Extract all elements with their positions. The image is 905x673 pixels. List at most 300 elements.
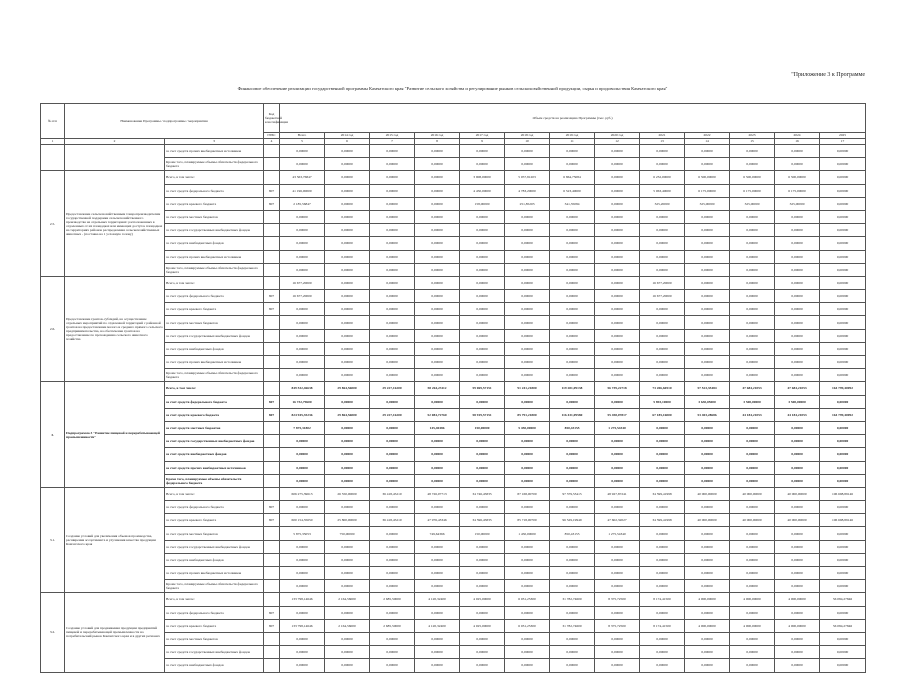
amount-cell: 6 175,00000 <box>685 184 730 197</box>
amount-cell: 0,00000 <box>325 421 370 434</box>
amount-cell: 0,00000 <box>685 342 730 355</box>
funding-source: Кроме того, планируемые объемы обязательств федерального бюджета <box>165 474 264 487</box>
amount-cell: 0,00000 <box>505 329 550 342</box>
table-row <box>41 303 866 316</box>
table-row <box>41 553 866 566</box>
header-year: 2023 <box>730 133 775 139</box>
table-row <box>41 514 866 527</box>
amount-cell: 25 800,00000 <box>325 514 370 527</box>
amount-cell: 3 630,05000 <box>685 395 730 408</box>
amount-cell: 0,00000 <box>820 303 866 316</box>
amount-cell: 0,00000 <box>550 461 595 474</box>
measure-name: Подпрограмма 3 "Развитие пищевой и перерабатывающей промышленности" <box>65 382 165 488</box>
amount-cell: 116 431,09580 <box>550 408 595 421</box>
amount-cell: 0,00000 <box>775 369 820 382</box>
amount-cell: 87 168,00700 <box>505 487 550 500</box>
amount-cell: 0,00000 <box>685 540 730 553</box>
amount-cell: 164 799,40092 <box>820 382 866 395</box>
amount-cell: 0,00000 <box>460 501 505 514</box>
amount-cell: 0,00000 <box>550 501 595 514</box>
amount-cell: 0,00000 <box>550 224 595 237</box>
amount-cell: 0,00000 <box>325 316 370 329</box>
amount-cell: 0,00000 <box>325 474 370 487</box>
amount-cell: 0,00000 <box>640 224 685 237</box>
funding-source: за счет средств краевого бюджета <box>165 408 264 421</box>
amount-cell: 0,00000 <box>775 448 820 461</box>
amount-cell: 0,00000 <box>820 646 866 659</box>
funding-source: за счет средств краевого бюджета <box>165 303 264 316</box>
amount-cell: 0,00000 <box>550 435 595 448</box>
table-row <box>41 606 866 619</box>
funding-source: за счет средств прочих внебюджетных источников <box>165 356 264 369</box>
funding-source: за счет средств прочих внебюджетных источников <box>165 145 264 158</box>
grbs-code <box>264 448 280 461</box>
amount-cell: 0,00000 <box>370 197 415 210</box>
amount-cell: 4 000,00000 <box>775 593 820 606</box>
amount-cell: 36 418,45210 <box>370 514 415 527</box>
amount-cell: 0,00000 <box>325 553 370 566</box>
amount-cell: 0,00000 <box>775 435 820 448</box>
amount-cell: 4 000,00000 <box>685 619 730 632</box>
row-number: 3. <box>41 382 65 488</box>
amount-cell: 4 000,00000 <box>685 593 730 606</box>
amount-cell: 0,00000 <box>415 250 460 263</box>
amount-cell: 0,00000 <box>505 567 550 580</box>
amount-cell: 0,00000 <box>505 158 550 171</box>
amount-cell: 0,00000 <box>415 342 460 355</box>
amount-cell: 6 175,00000 <box>775 184 820 197</box>
funding-source: Кроме того, планируемые объемы обязательств федерального бюджета <box>165 369 264 382</box>
table-row <box>41 580 866 593</box>
table-row <box>41 395 866 408</box>
funding-source: за счет средств федерального бюджета <box>165 290 264 303</box>
amount-cell: 0,00000 <box>775 303 820 316</box>
grbs-code <box>264 145 280 158</box>
header-year: 2018 год <box>505 133 550 139</box>
header-grbs: ГРБС <box>264 133 280 139</box>
amount-cell: 0,00000 <box>685 237 730 250</box>
amount-cell: 0,00000 <box>415 171 460 184</box>
table-row <box>41 619 866 632</box>
grbs-code <box>264 316 280 329</box>
amount-cell: 0,00000 <box>775 501 820 514</box>
table-row <box>41 487 866 500</box>
grbs-code <box>264 567 280 580</box>
amount-cell: 0,00000 <box>460 145 505 158</box>
amount-cell: 0,00000 <box>370 553 415 566</box>
amount-cell: 0,00000 <box>550 606 595 619</box>
amount-cell: 34 746,45835 <box>460 487 505 500</box>
amount-cell: 0,00000 <box>505 632 550 645</box>
amount-cell: 0,00000 <box>820 356 866 369</box>
header-index-cell: 9 <box>460 139 505 145</box>
funding-source: за счет средств государственных внебюджетных фондов <box>165 646 264 659</box>
amount-cell: 0,00000 <box>505 435 550 448</box>
grbs-code <box>264 461 280 474</box>
amount-cell: 0,00000 <box>370 290 415 303</box>
amount-cell: 8 375,72500 <box>595 593 640 606</box>
amount-cell: 0,00000 <box>280 632 325 645</box>
amount-cell: 0,00000 <box>325 461 370 474</box>
amount-cell: 0,00000 <box>325 580 370 593</box>
amount-cell: 0,00000 <box>775 158 820 171</box>
amount-cell: 4 025,00000 <box>460 593 505 606</box>
amount-cell: 0,00000 <box>640 210 685 223</box>
amount-cell: 0,00000 <box>730 632 775 645</box>
amount-cell: 0,00000 <box>370 646 415 659</box>
amount-cell: 325,20000 <box>640 197 685 210</box>
amount-cell: 0,00000 <box>325 567 370 580</box>
amount-cell: 0,00000 <box>595 276 640 289</box>
amount-cell: 96 529,19949 <box>550 514 595 527</box>
amount-cell: 47 976,43346 <box>415 514 460 527</box>
grbs-code <box>264 435 280 448</box>
amount-cell: 0,00000 <box>505 263 550 276</box>
amount-cell: 0,00000 <box>415 158 460 171</box>
amount-cell: 4 000,00000 <box>730 619 775 632</box>
amount-cell: 34 596,45835 <box>460 514 505 527</box>
amount-cell: 73 206,60510 <box>640 382 685 395</box>
amount-cell: 0,00000 <box>640 501 685 514</box>
amount-cell: 0,00000 <box>730 210 775 223</box>
amount-cell: 0,00000 <box>460 553 505 566</box>
amount-cell: 0,00000 <box>370 276 415 289</box>
grbs-code <box>264 250 280 263</box>
table-row <box>41 210 866 223</box>
amount-cell: 0,00000 <box>505 276 550 289</box>
amount-cell: 16 677,20000 <box>280 276 325 289</box>
appendix-label: "Приложение 3 к Программе <box>791 72 865 78</box>
amount-cell: 0,00000 <box>820 501 866 514</box>
amount-cell: 4 450,00000 <box>460 184 505 197</box>
amount-cell: 0,00000 <box>370 632 415 645</box>
amount-cell: 26 550,00000 <box>325 487 370 500</box>
amount-cell: 0,00000 <box>595 448 640 461</box>
amount-cell: 0,00000 <box>325 184 370 197</box>
grbs-code: 807 <box>264 408 280 421</box>
amount-cell: 0,00000 <box>415 606 460 619</box>
amount-cell: 0,00000 <box>685 501 730 514</box>
grbs-code <box>264 263 280 276</box>
funding-source: за счет средств внебюджетных фондов <box>165 237 264 250</box>
amount-cell: 0,00000 <box>775 580 820 593</box>
amount-cell: 0,00000 <box>325 290 370 303</box>
amount-cell: 0,00000 <box>460 448 505 461</box>
amount-cell: 0,00000 <box>730 435 775 448</box>
amount-cell: 0,00000 <box>460 606 505 619</box>
grbs-code <box>264 474 280 487</box>
amount-cell: 606 275,39613 <box>280 487 325 500</box>
amount-cell: 0,00000 <box>505 659 550 672</box>
amount-cell: 0,00000 <box>685 329 730 342</box>
grbs-code <box>264 356 280 369</box>
amount-cell: 0,00000 <box>280 158 325 171</box>
amount-cell: 0,00000 <box>820 171 866 184</box>
grbs-code <box>264 421 280 434</box>
amount-cell: 0,00000 <box>550 356 595 369</box>
amount-cell: 0,00000 <box>775 474 820 487</box>
amount-cell: 0,00000 <box>505 606 550 619</box>
amount-cell: 44 184,21053 <box>775 408 820 421</box>
amount-cell: 150,00000 <box>460 421 505 434</box>
amount-cell: 97 379,53415 <box>550 487 595 500</box>
amount-cell: 0,00000 <box>820 158 866 171</box>
amount-cell: 31 782,74600 <box>550 619 595 632</box>
amount-cell: 0,00000 <box>550 567 595 580</box>
amount-cell: 0,00000 <box>820 263 866 276</box>
amount-cell: 0,00000 <box>775 316 820 329</box>
amount-cell: 0,00000 <box>550 263 595 276</box>
amount-cell: 0,00000 <box>550 303 595 316</box>
amount-cell: 8 375,72500 <box>595 619 640 632</box>
amount-cell: 0,00000 <box>820 250 866 263</box>
amount-cell: 34 599,41998 <box>640 487 685 500</box>
amount-cell: 0,00000 <box>685 250 730 263</box>
amount-cell: 0,00000 <box>415 567 460 580</box>
amount-cell: 0,00000 <box>640 580 685 593</box>
amount-cell: 0,00000 <box>460 474 505 487</box>
amount-cell: 40 000,00000 <box>775 487 820 500</box>
amount-cell: 0,00000 <box>325 646 370 659</box>
amount-cell: 0,00000 <box>595 501 640 514</box>
amount-cell: 0,00000 <box>595 237 640 250</box>
table-row <box>41 474 866 487</box>
amount-cell: 0,00000 <box>820 237 866 250</box>
amount-cell: 6 523,40000 <box>550 184 595 197</box>
amount-cell: 0,00000 <box>595 474 640 487</box>
funding-source: за счет средств федерального бюджета <box>165 395 264 408</box>
amount-cell: 0,00000 <box>730 580 775 593</box>
amount-cell: 0,00000 <box>820 461 866 474</box>
amount-cell: 48 726,07713 <box>415 487 460 500</box>
amount-cell: 0,00000 <box>415 263 460 276</box>
funding-source: за счет средств краевого бюджета <box>165 619 264 632</box>
amount-cell: 0,00000 <box>820 210 866 223</box>
amount-cell: 0,00000 <box>460 250 505 263</box>
amount-cell: 56 084,27846 <box>820 593 866 606</box>
amount-cell: 0,00000 <box>325 540 370 553</box>
amount-cell: 0,00000 <box>685 580 730 593</box>
amount-cell: 0,00000 <box>685 632 730 645</box>
amount-cell: 57 523,35484 <box>685 382 730 395</box>
amount-cell: 0,00000 <box>280 606 325 619</box>
amount-cell: 0,00000 <box>550 540 595 553</box>
amount-cell: 0,00000 <box>415 224 460 237</box>
grbs-code <box>264 210 280 223</box>
amount-cell: 0,00000 <box>685 646 730 659</box>
amount-cell: 0,00000 <box>280 646 325 659</box>
amount-cell: 48 927,87241 <box>595 487 640 500</box>
amount-cell: 325,00000 <box>730 197 775 210</box>
amount-cell: 0,00000 <box>505 145 550 158</box>
amount-cell: 1 450,00000 <box>505 527 550 540</box>
table-row <box>41 369 866 382</box>
amount-cell: 0,00000 <box>820 659 866 672</box>
amount-cell: 0,00000 <box>640 145 685 158</box>
funding-source: за счет средств местных бюджетов <box>165 316 264 329</box>
amount-cell: 0,00000 <box>460 224 505 237</box>
amount-cell: 0,00000 <box>730 448 775 461</box>
amount-cell: 0,00000 <box>730 316 775 329</box>
table-row <box>41 448 866 461</box>
amount-cell: 0,00000 <box>415 580 460 593</box>
amount-cell: 29 864,56000 <box>325 382 370 395</box>
amount-cell: 0,00000 <box>685 290 730 303</box>
amount-cell: 0,00000 <box>550 448 595 461</box>
amount-cell: 16 732,79600 <box>280 395 325 408</box>
amount-cell: 0,00000 <box>280 501 325 514</box>
amount-cell: 0,00000 <box>820 421 866 434</box>
amount-cell: 56 739,22718 <box>595 382 640 395</box>
header-index-cell: 5 <box>280 139 325 145</box>
amount-cell: 0,00000 <box>415 646 460 659</box>
amount-cell: 850,43155 <box>550 527 595 540</box>
amount-cell: 0,00000 <box>460 395 505 408</box>
header-year: 2017 год <box>460 133 505 139</box>
amount-cell: 0,00000 <box>370 263 415 276</box>
header-year: 2019 год <box>550 133 595 139</box>
amount-cell: 5 893,10000 <box>640 395 685 408</box>
amount-cell: 0,00000 <box>595 435 640 448</box>
amount-cell: 0,00000 <box>775 567 820 580</box>
amount-cell: 0,00000 <box>640 540 685 553</box>
amount-cell: 0,00000 <box>730 501 775 514</box>
amount-cell: 0,00000 <box>550 342 595 355</box>
amount-cell: 0,00000 <box>685 276 730 289</box>
amount-cell: 31 782,74600 <box>550 593 595 606</box>
amount-cell: 47 602,32027 <box>595 514 640 527</box>
row-number: 3.2. <box>41 593 65 672</box>
amount-cell: 0,00000 <box>820 553 866 566</box>
amount-cell: 0,00000 <box>820 474 866 487</box>
amount-cell: 0,00000 <box>640 263 685 276</box>
amount-cell: 0,00000 <box>280 659 325 672</box>
amount-cell: 0,00000 <box>595 632 640 645</box>
amount-cell: 2 185,56847 <box>280 197 325 210</box>
amount-cell: 0,00000 <box>595 342 640 355</box>
amount-cell: 47 684,21053 <box>775 382 820 395</box>
amount-cell: 0,00000 <box>370 435 415 448</box>
amount-cell: 40 000,00000 <box>775 514 820 527</box>
amount-cell: 85 791,21800 <box>505 408 550 421</box>
amount-cell: 0,00000 <box>775 145 820 158</box>
amount-cell: 0,00000 <box>685 263 730 276</box>
amount-cell: 3 500,00000 <box>775 395 820 408</box>
table-row <box>41 421 866 434</box>
amount-cell: 0,00000 <box>280 356 325 369</box>
funding-source: Кроме того, планируемые объемы обязательств федерального бюджета <box>165 263 264 276</box>
amount-cell: 0,00000 <box>415 395 460 408</box>
amount-cell: 119 281,09138 <box>550 382 595 395</box>
amount-cell: 0,00000 <box>370 606 415 619</box>
amount-cell: 0,00000 <box>505 303 550 316</box>
grbs-code <box>264 593 280 606</box>
amount-cell: 0,00000 <box>640 461 685 474</box>
amount-cell: 85 718,00700 <box>505 514 550 527</box>
table-row <box>41 158 866 171</box>
amount-cell: 0,00000 <box>325 224 370 237</box>
amount-cell: 3 908,00000 <box>460 171 505 184</box>
amount-cell: 0,00000 <box>325 606 370 619</box>
amount-cell: 0,00000 <box>460 567 505 580</box>
amount-cell: 0,00000 <box>370 527 415 540</box>
grbs-code <box>264 659 280 672</box>
amount-cell: 0,00000 <box>505 369 550 382</box>
amount-cell: 0,00000 <box>595 158 640 171</box>
amount-cell: 0,00000 <box>730 290 775 303</box>
amount-cell: 0,00000 <box>325 250 370 263</box>
amount-cell: 0,00000 <box>325 435 370 448</box>
amount-cell: 0,00000 <box>775 263 820 276</box>
amount-cell: 6 232,00000 <box>640 171 685 184</box>
funding-source: за счет средств внебюджетных фондов <box>165 553 264 566</box>
amount-cell: 0,00000 <box>370 395 415 408</box>
amount-cell: 0,00000 <box>550 210 595 223</box>
header-index-cell: 16 <box>775 139 820 145</box>
grbs-code <box>264 527 280 540</box>
amount-cell: 29 864,56000 <box>325 408 370 421</box>
amount-cell: 0,00000 <box>325 369 370 382</box>
amount-cell: 0,00000 <box>640 474 685 487</box>
grbs-code: 807 <box>264 395 280 408</box>
amount-cell: 6 031,25300 <box>505 593 550 606</box>
header-index-cell: 2 <box>65 139 165 145</box>
measure-name: Создание условий для продвижения продукции предприятий пищевой и перерабатывающей промышленности на потребительский рынок Камчатского края и в других регионах <box>65 593 165 672</box>
grbs-code: 807 <box>264 619 280 632</box>
amount-cell: 40 000,00000 <box>730 514 775 527</box>
amount-cell: 6 500,00000 <box>685 171 730 184</box>
amount-cell: 0,00000 <box>325 263 370 276</box>
amount-cell: 0,00000 <box>370 145 415 158</box>
amount-cell: 0,00000 <box>280 448 325 461</box>
amount-cell: 0,00000 <box>370 250 415 263</box>
amount-cell: 53 403,28686 <box>685 408 730 421</box>
funding-source: за счет средств краевого бюджета <box>165 514 264 527</box>
amount-cell: 0,00000 <box>415 461 460 474</box>
funding-source: за счет средств прочих внебюджетных источников <box>165 250 264 263</box>
amount-cell: 0,00000 <box>775 356 820 369</box>
funding-source: за счет средств федерального бюджета <box>165 184 264 197</box>
amount-cell: 0,00000 <box>325 395 370 408</box>
amount-cell: 0,00000 <box>370 501 415 514</box>
amount-cell: 0,00000 <box>640 435 685 448</box>
amount-cell: 0,00000 <box>280 580 325 593</box>
amount-cell: 0,00000 <box>325 303 370 316</box>
funding-source: за счет средств местных бюджетов <box>165 632 264 645</box>
amount-cell: 6 175,00000 <box>730 184 775 197</box>
amount-cell: 5 450,00000 <box>505 421 550 434</box>
amount-cell: 0,00000 <box>820 369 866 382</box>
amount-cell: 824 945,35236 <box>280 408 325 421</box>
amount-cell: 0,00000 <box>460 342 505 355</box>
header-index-cell: 1 <box>41 139 65 145</box>
amount-cell: 0,00000 <box>640 646 685 659</box>
table-row <box>41 316 866 329</box>
header-index-cell: 11 <box>550 139 595 145</box>
amount-cell: 0,00000 <box>775 553 820 566</box>
amount-cell: 0,00000 <box>415 540 460 553</box>
amount-cell: 0,00000 <box>685 659 730 672</box>
header-index-cell: 3 <box>165 139 264 145</box>
amount-cell: 5 063,40000 <box>640 184 685 197</box>
amount-cell: 0,00000 <box>280 263 325 276</box>
amount-cell: 0,00000 <box>685 224 730 237</box>
funding-source: за счет средств федерального бюджета <box>165 501 264 514</box>
table-row <box>41 501 866 514</box>
amount-cell: 0,00000 <box>550 646 595 659</box>
header-year: 2025 <box>820 133 866 139</box>
amount-cell: 0,00000 <box>775 606 820 619</box>
